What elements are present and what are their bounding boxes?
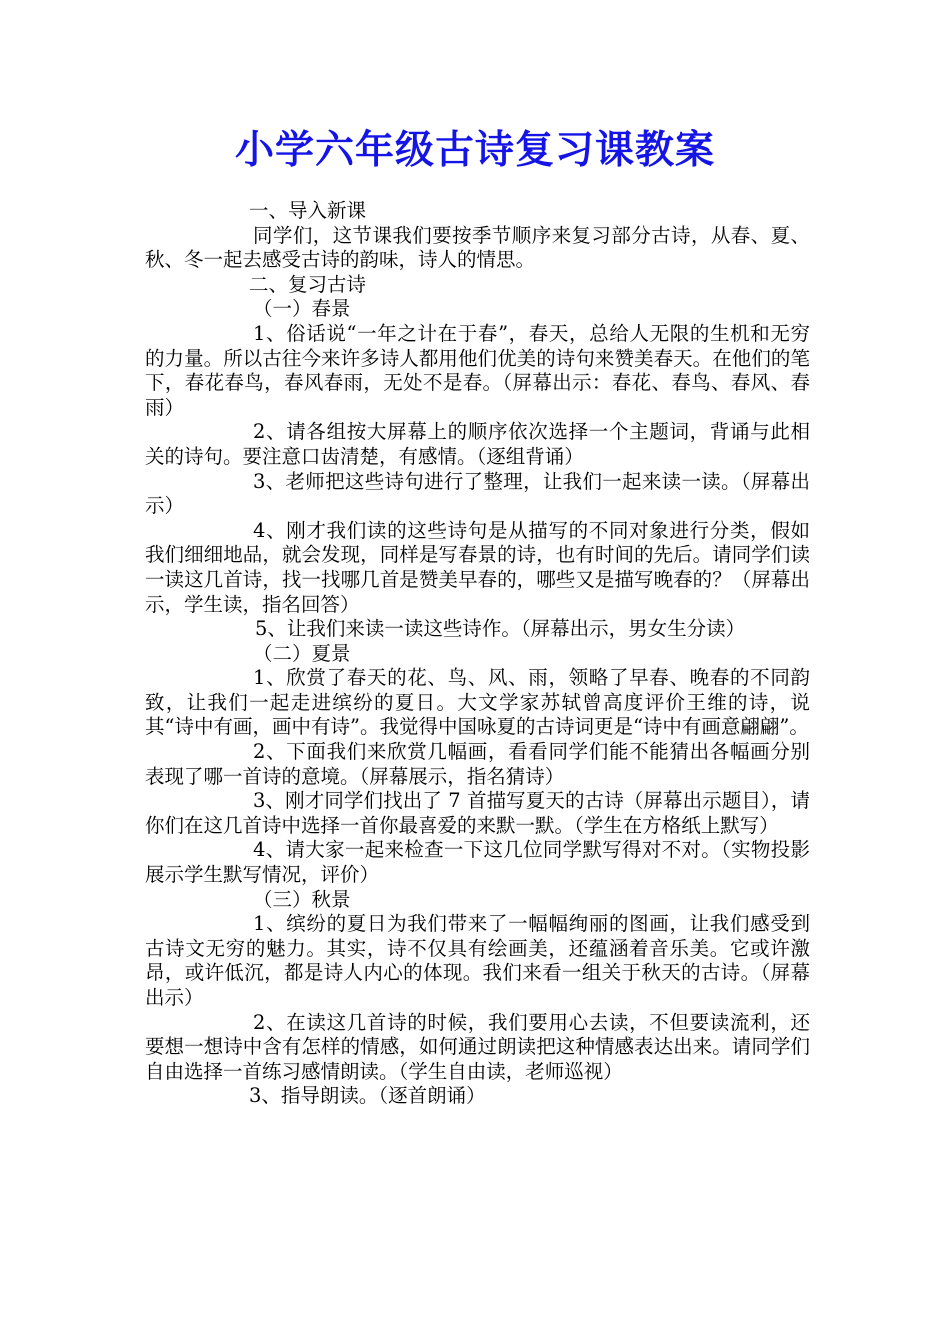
body-paragraph: 1、缤纷的夏日为我们带来了一幅幅绚丽的图画，让我们感受到古诗文无穷的魅力。其实，诗不仅具有绘画美，还蕴涵着音乐美。它或许激昂，或许低沉，都是诗人内心的体现。我们来看一组关于秋天的古诗。（屏幕出示） bbox=[145, 912, 810, 1009]
document-body bbox=[145, 199, 810, 1109]
section-heading: 二、复习古诗 bbox=[249, 272, 367, 296]
body-paragraph: 5、让我们来读一读这些诗作。（屏幕出示，男女生分读） bbox=[255, 617, 746, 641]
body-paragraph: 4、刚才我们读的这些诗句是从描写的不同对象进行分类，假如我们细细地品，就会发现，同样是写春景的诗，也有时间的先后。请同学们读一读这几首诗，找一找哪几首是赞美早春的，哪些又是描写晚春的？（屏幕出示，学生读，指名回答） bbox=[145, 518, 810, 616]
body-paragraph: 3、刚才同学们找出了 7 首描写夏天的古诗（屏幕出示题目），请你们在这几首诗中选择一首你最喜爱的来默一默。（学生在方格纸上默写） bbox=[145, 789, 810, 837]
body-paragraph: 4、请大家一起来检查一下这几位同学默写得对不对。（实物投影展示学生默写情况，评价） bbox=[145, 838, 810, 887]
section-heading: （一）春景 bbox=[253, 297, 351, 321]
body-paragraph: 1、欣赏了春天的花、鸟、风、雨，领略了早春、晚春的不同韵致，让我们一起走进缤纷的夏日。大文学家苏轼曾高度评价王维的诗，说其“诗中有画，画中有诗”。我觉得中国咏夏的古诗词更是“诗中有画意翩翩”。 bbox=[145, 666, 810, 739]
section-heading: （二）夏景 bbox=[253, 641, 351, 665]
body-paragraph: 2、在读这几首诗的时候，我们要用心去读，不但要读流利，还要想一想诗中含有怎样的情感，如何通过朗读把这种情感表达出来。请同学们自由选择一首练习感情朗读。（学生自由读，老师巡视） bbox=[145, 1010, 810, 1083]
body-paragraph: 同学们，这节课我们要按季节顺序来复习部分古诗，从春、夏、秋、冬一起去感受古诗的韵味，诗人的情思。 bbox=[145, 223, 810, 272]
section-heading: （三）秋景 bbox=[253, 887, 351, 911]
body-paragraph: 2、下面我们来欣赏几幅画，看看同学们能不能猜出各幅画分别表现了哪一首诗的意境。（屏幕展示，指名猜诗） bbox=[145, 740, 810, 788]
body-paragraph: 3、老师把这些诗句进行了整理，让我们一起来读一读。（屏幕出示） bbox=[145, 469, 810, 518]
section-heading: 一、导入新课 bbox=[249, 199, 367, 222]
body-paragraph: 2、请各组按大屏幕上的顺序依次选择一个主题词，背诵与此相关的诗句。要注意口齿清楚，有感情。（逐组背诵） bbox=[145, 420, 810, 468]
document-title: 小学六年级古诗复习课教案 bbox=[234, 127, 715, 173]
section-heading: 3、指导朗读。（逐首朗诵） bbox=[249, 1084, 486, 1108]
body-paragraph: 1、俗话说“一年之计在于春”，春天，总给人无限的生机和无穷的力量。所以古往今来许多诗人都用他们优美的诗句来赞美春天。在他们的笔下，春花春鸟，春风春雨，无处不是春。（屏幕出示：春花、春鸟、春风、春雨） bbox=[145, 321, 810, 419]
